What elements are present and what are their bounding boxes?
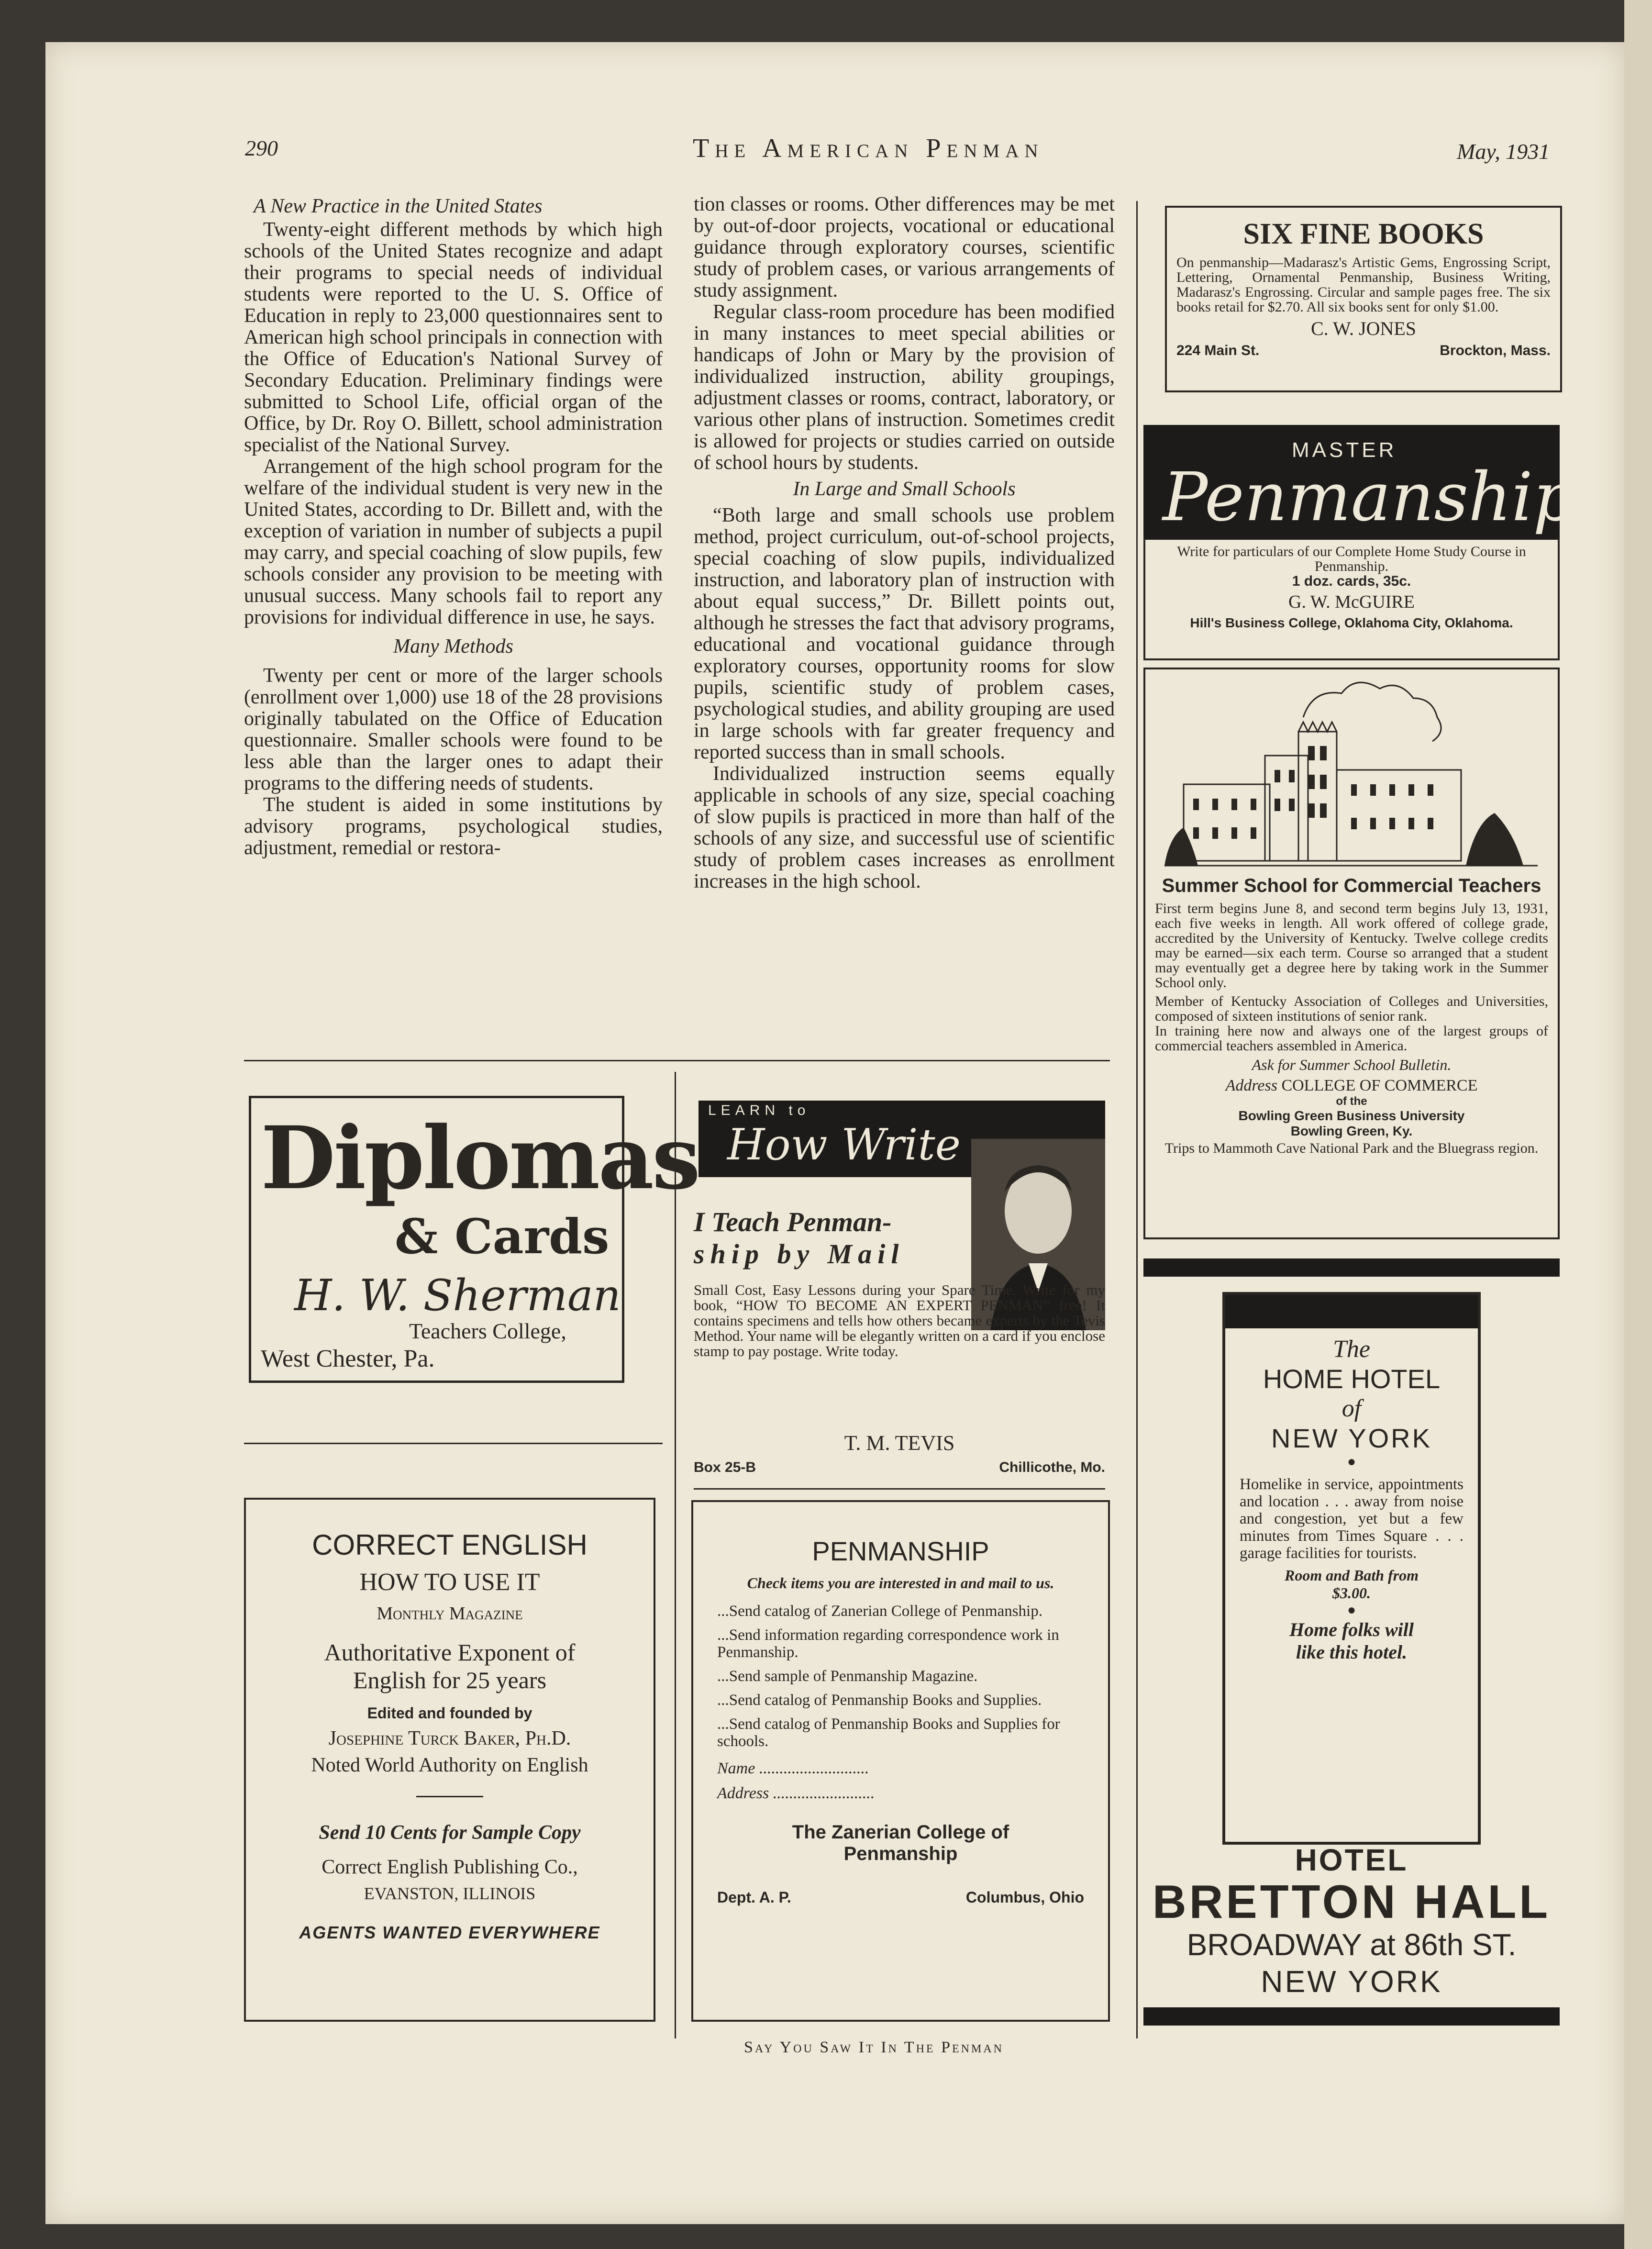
ad-subtitle: HOW TO USE IT xyxy=(359,1569,540,1596)
column-rule xyxy=(675,1072,676,2038)
ad-body: Small Cost, Easy Lessons during your Spare Time. Write for my book, “HOW TO BECOME AN EXPERT PENMAN” free! It contains specimens and tells how others became experts by the Tevis Method. Your name will be elegantly written on a card if you enclose stamp to pay postage. Write today. xyxy=(694,1281,1105,1359)
ad-college: COLLEGE OF COMMERCE xyxy=(1281,1077,1478,1094)
magazine-title: The American Penman xyxy=(693,134,1044,163)
bullet-icon: ● xyxy=(1347,1602,1356,1618)
college-name: Teachers College, xyxy=(409,1319,566,1343)
ad-title: SIX FINE BOOKS xyxy=(1243,218,1484,250)
banner-script-text: How Write xyxy=(727,1120,961,1170)
checklist-item[interactable]: ...Send sample of Penmanship Magazine. xyxy=(717,1668,978,1685)
page-number: 290 xyxy=(245,136,278,160)
ad-authority: Noted World Authority on English xyxy=(311,1754,588,1776)
ad-name: C. W. JONES xyxy=(1310,318,1417,339)
ad-edited: Edited and founded by xyxy=(367,1704,532,1722)
hotel-home-hotel: HOME HOTEL xyxy=(1263,1364,1441,1394)
article-paragraph: tion classes or rooms. Other differences may be met by out-of-door projects, vocational or educational guidance through exploratory courses, scientific study of problem cases, or various arrangements of study assignment. xyxy=(694,193,1115,301)
issue-date: May, 1931 xyxy=(1457,139,1550,164)
ad-exponent: Authoritative Exponent of xyxy=(324,1639,576,1666)
ad-town: EVANSTON, ILLINOIS xyxy=(364,1884,536,1903)
name-field[interactable]: Name ........................... xyxy=(717,1759,869,1777)
ad-address xyxy=(1176,343,1551,359)
ad-name: T. M. TEVIS xyxy=(844,1431,955,1455)
tevis-headline xyxy=(694,1206,966,1270)
ad-body: Member of Kentucky Association of Colleges and Universities, composed of sixteen institutions of senior rank. xyxy=(1155,993,1548,1024)
ad-body: Write for particulars of our Complete Home Study Course in Penmanship. xyxy=(1177,544,1526,574)
article-column-2 xyxy=(694,194,1115,892)
ad-agents: AGENTS WANTED EVERYWHERE xyxy=(299,1923,600,1942)
hotel-rate-amount: $3.00. xyxy=(1332,1584,1371,1602)
town-name: West Chester, Pa. xyxy=(261,1345,435,1372)
checklist-item[interactable]: ...Send catalog of Penmanship Books and Supplies for schools. xyxy=(717,1715,1060,1750)
ad-exponent: English for 25 years xyxy=(353,1667,547,1693)
ad-body: On penmanship—Madarasz's Artistic Gems, Engrossing Script, Lettering, Ornamental Penmanship, Business Writing, Madarasz's Engrossing. Circular and sample pages free. The six books retail for $2.70. All six books sent for only $1.00. xyxy=(1176,255,1551,315)
ad-dept: Dept. A. P. xyxy=(717,1889,791,1906)
ad-college-line xyxy=(1155,1077,1548,1095)
ad-college: The Zanerian College of xyxy=(792,1822,1009,1843)
cards-lettering: & Cards xyxy=(395,1208,610,1265)
article-subheading: In Large and Small Schools xyxy=(793,478,1016,500)
college-building-illustration xyxy=(1155,674,1547,875)
article-paragraph: The student is aided in some institutions by advisory programs, psychological studies, adjustment, remedial or restora- xyxy=(244,794,663,859)
banner-script-text: Penmanship xyxy=(1163,458,1576,536)
ad-editor: Josephine Turck Baker, Ph.D. xyxy=(328,1727,571,1749)
ad-diplomas-cards xyxy=(249,1096,699,1383)
section-rule xyxy=(694,1488,1105,1490)
banner-top-text: MASTER xyxy=(1292,438,1397,462)
ad-city: Columbus, Ohio xyxy=(965,1889,1084,1906)
ad-home-hotel xyxy=(1222,1292,1481,1845)
article-paragraph: Individualized instruction seems equally applicable in schools of any size, special coaching of slow pupils is practiced in more than half of the schools of any size, and successful use of scientific study of problem cases increases as enrollment increases in the high school. xyxy=(694,763,1115,892)
hotel-city: NEW YORK xyxy=(1261,1964,1442,1999)
hotel-new-york: NEW YORK xyxy=(1271,1423,1432,1453)
ad-street: 224 Main St. xyxy=(1176,343,1260,358)
ad-of-the: of the xyxy=(1336,1095,1367,1108)
hotel-word: HOTEL xyxy=(1295,1843,1408,1877)
checklist-item[interactable]: ...Send information regarding correspondence work in Penmanship. xyxy=(717,1626,1059,1661)
article-heading: A New Practice in the United States xyxy=(254,195,543,217)
hotel-the: The xyxy=(1333,1336,1370,1363)
ad-title: PENMANSHIP xyxy=(812,1536,989,1566)
hotel-street: BROADWAY at 86th ST. xyxy=(1186,1927,1517,1962)
ad-box: Box 25-B xyxy=(694,1459,756,1475)
ad-master-penmanship xyxy=(1143,538,1560,660)
hotel-top-band xyxy=(1225,1295,1478,1328)
ad-offer: 1 doz. cards, 35c. xyxy=(1292,573,1411,589)
divider xyxy=(416,1796,483,1797)
headline-line: ship by Mail xyxy=(694,1238,905,1269)
hotel-name: BRETTON HALL xyxy=(1152,1875,1551,1928)
ad-penmanship-coupon xyxy=(691,1500,1110,2022)
address-label: Address xyxy=(1225,1077,1277,1094)
article-paragraph: Twenty-eight different methods by which high schools of the United States recognize and adapt their programs to special needs of individual students were reported to the U. S. Office of Education in reply to 23,000 questionnaires sent to American high school principals in connection with the Office of Education's National Survey of Secondary Education. Preliminary findings were submitted to School Life, official organ of the Office, by Dr. Roy O. Billett, school administration specialist of the National Survey. xyxy=(244,219,663,456)
page-edge xyxy=(1624,0,1652,2249)
master-penmanship-banner xyxy=(1143,425,1576,540)
checklist xyxy=(717,1603,1084,1750)
ad-title: Summer School for Commercial Teachers xyxy=(1162,875,1541,896)
ad-city: Brockton, Mass. xyxy=(1440,343,1551,358)
page-footer: Say You Saw It In The Penman xyxy=(744,2038,1004,2056)
ad-body: First term begins June 8, and second term begins July 13, 1931, each five weeks in length. All work offered of college grade, accredited by the University of Kentucky. Twelve college credits may be earned—six each term. Course so arranged that a student may eventually get a degree here by taking work in the Summer School only. xyxy=(1155,901,1548,991)
ad-address: Hill's Business College, Oklahoma City, Oklahoma. xyxy=(1190,615,1513,630)
ad-college: Penmanship xyxy=(843,1843,958,1864)
ad-correct-english xyxy=(244,1498,655,2022)
hotel-folks: like this hotel. xyxy=(1296,1641,1408,1663)
signature: H. W. Sherman xyxy=(294,1270,621,1321)
diplomas-lettering: Diplomas xyxy=(261,1108,699,1209)
ad-instruction: Check items you are interested in and mail to us. xyxy=(747,1574,1054,1592)
ad-trips: Trips to Mammoth Cave National Park and the Bluegrass region. xyxy=(1164,1140,1539,1156)
banner-small-text: LEARN to xyxy=(708,1102,810,1118)
ad-ask: Ask for Summer School Bulletin. xyxy=(1252,1056,1452,1073)
checklist-item[interactable]: ...Send catalog of Zanerian College of Penmanship. xyxy=(717,1603,1042,1620)
ad-address xyxy=(717,1889,1084,1906)
ad-send: Send 10 Cents for Sample Copy xyxy=(319,1822,581,1844)
article-paragraph: “Both large and small schools use problem method, project curriculum, out-of-school projects, special coaching of slow pupils, individualized instruction, and laboratory plan of instruction with about equal success,” Dr. Billett points out, although he stresses the fact that advisory programs, educational and vocational guidance through exploratory courses, opportunity rooms for slow pupils, scientific study of problem cases, psychological studies, and ability grouping are used in large schools with far greater frequency and reported success than in small schools. xyxy=(694,504,1115,763)
hotel-folks: Home folks will xyxy=(1289,1619,1414,1640)
address-field[interactable]: Address ......................... xyxy=(717,1784,875,1802)
hotel-name-block xyxy=(1148,1842,1555,1999)
article-column-1 xyxy=(244,194,663,859)
section-rule xyxy=(244,1060,1110,1061)
article-subheading: Many Methods xyxy=(393,635,513,657)
column-rule xyxy=(1136,201,1138,2038)
article-paragraph: Regular class-room procedure has been modified in many instances to meet special abilities or handicaps of John or Mary by the provision of individualized instruction, ability groupings, adjustment classes or rooms, contract, laboratory, or various other plans of instruction. Sometimes credit is allowed for projects or studies carried on outside of school hours by students. xyxy=(694,301,1115,474)
ad-body: In training here now and always one of the largest groups of commercial teachers assembled in America. xyxy=(1155,1023,1548,1054)
article-paragraph: Arrangement of the high school program for the welfare of the individual student is very new in the United States, according to Dr. Billett and, with the exception of variation in number of subjects a pupil may carry, and special coaching of slow pupils, few schools consider any provision to be meeting with unusual success. Many schools fail to report any provisions for individual difference in use, he says. xyxy=(244,456,663,628)
headline-line: I Teach Penman- xyxy=(694,1206,892,1237)
ad-monthly: Monthly Magazine xyxy=(377,1603,523,1624)
section-rule xyxy=(244,1443,663,1444)
hotel-of: of xyxy=(1342,1395,1362,1422)
ad-town: Bowling Green, Ky. xyxy=(1290,1124,1413,1138)
ad-university: Bowling Green Business University xyxy=(1238,1108,1465,1123)
decorative-bar xyxy=(1143,2007,1560,2026)
checklist-item[interactable]: ...Send catalog of Penmanship Books and Supplies. xyxy=(717,1692,1042,1709)
bullet-icon: ● xyxy=(1347,1454,1356,1470)
hotel-rate: Room and Bath from xyxy=(1284,1567,1419,1584)
ad-six-fine-books xyxy=(1165,206,1562,392)
ad-summer-school xyxy=(1143,668,1560,1239)
ad-publisher: Correct English Publishing Co., xyxy=(322,1856,578,1878)
hotel-body: Homelike in service, appointments and location . . . away from noise and congestion, yet but a few minutes from Times Square . . . garage facilities for tourists. xyxy=(1240,1476,1464,1562)
ad-city: Chillicothe, Mo. xyxy=(999,1459,1105,1475)
decorative-bar xyxy=(1143,1258,1560,1277)
ad-name: G. W. McGUIRE xyxy=(1288,592,1415,612)
ad-address xyxy=(694,1459,1105,1476)
ad-title: CORRECT ENGLISH xyxy=(312,1529,588,1561)
article-paragraph: Twenty per cent or more of the larger schools (enrollment over 1,000) use 18 of the 28 provisions originally tabulated on the Office of Education questionnaire. Smaller schools were found to be less able than the larger ones to adapt their programs to the differing needs of students. xyxy=(244,665,663,794)
